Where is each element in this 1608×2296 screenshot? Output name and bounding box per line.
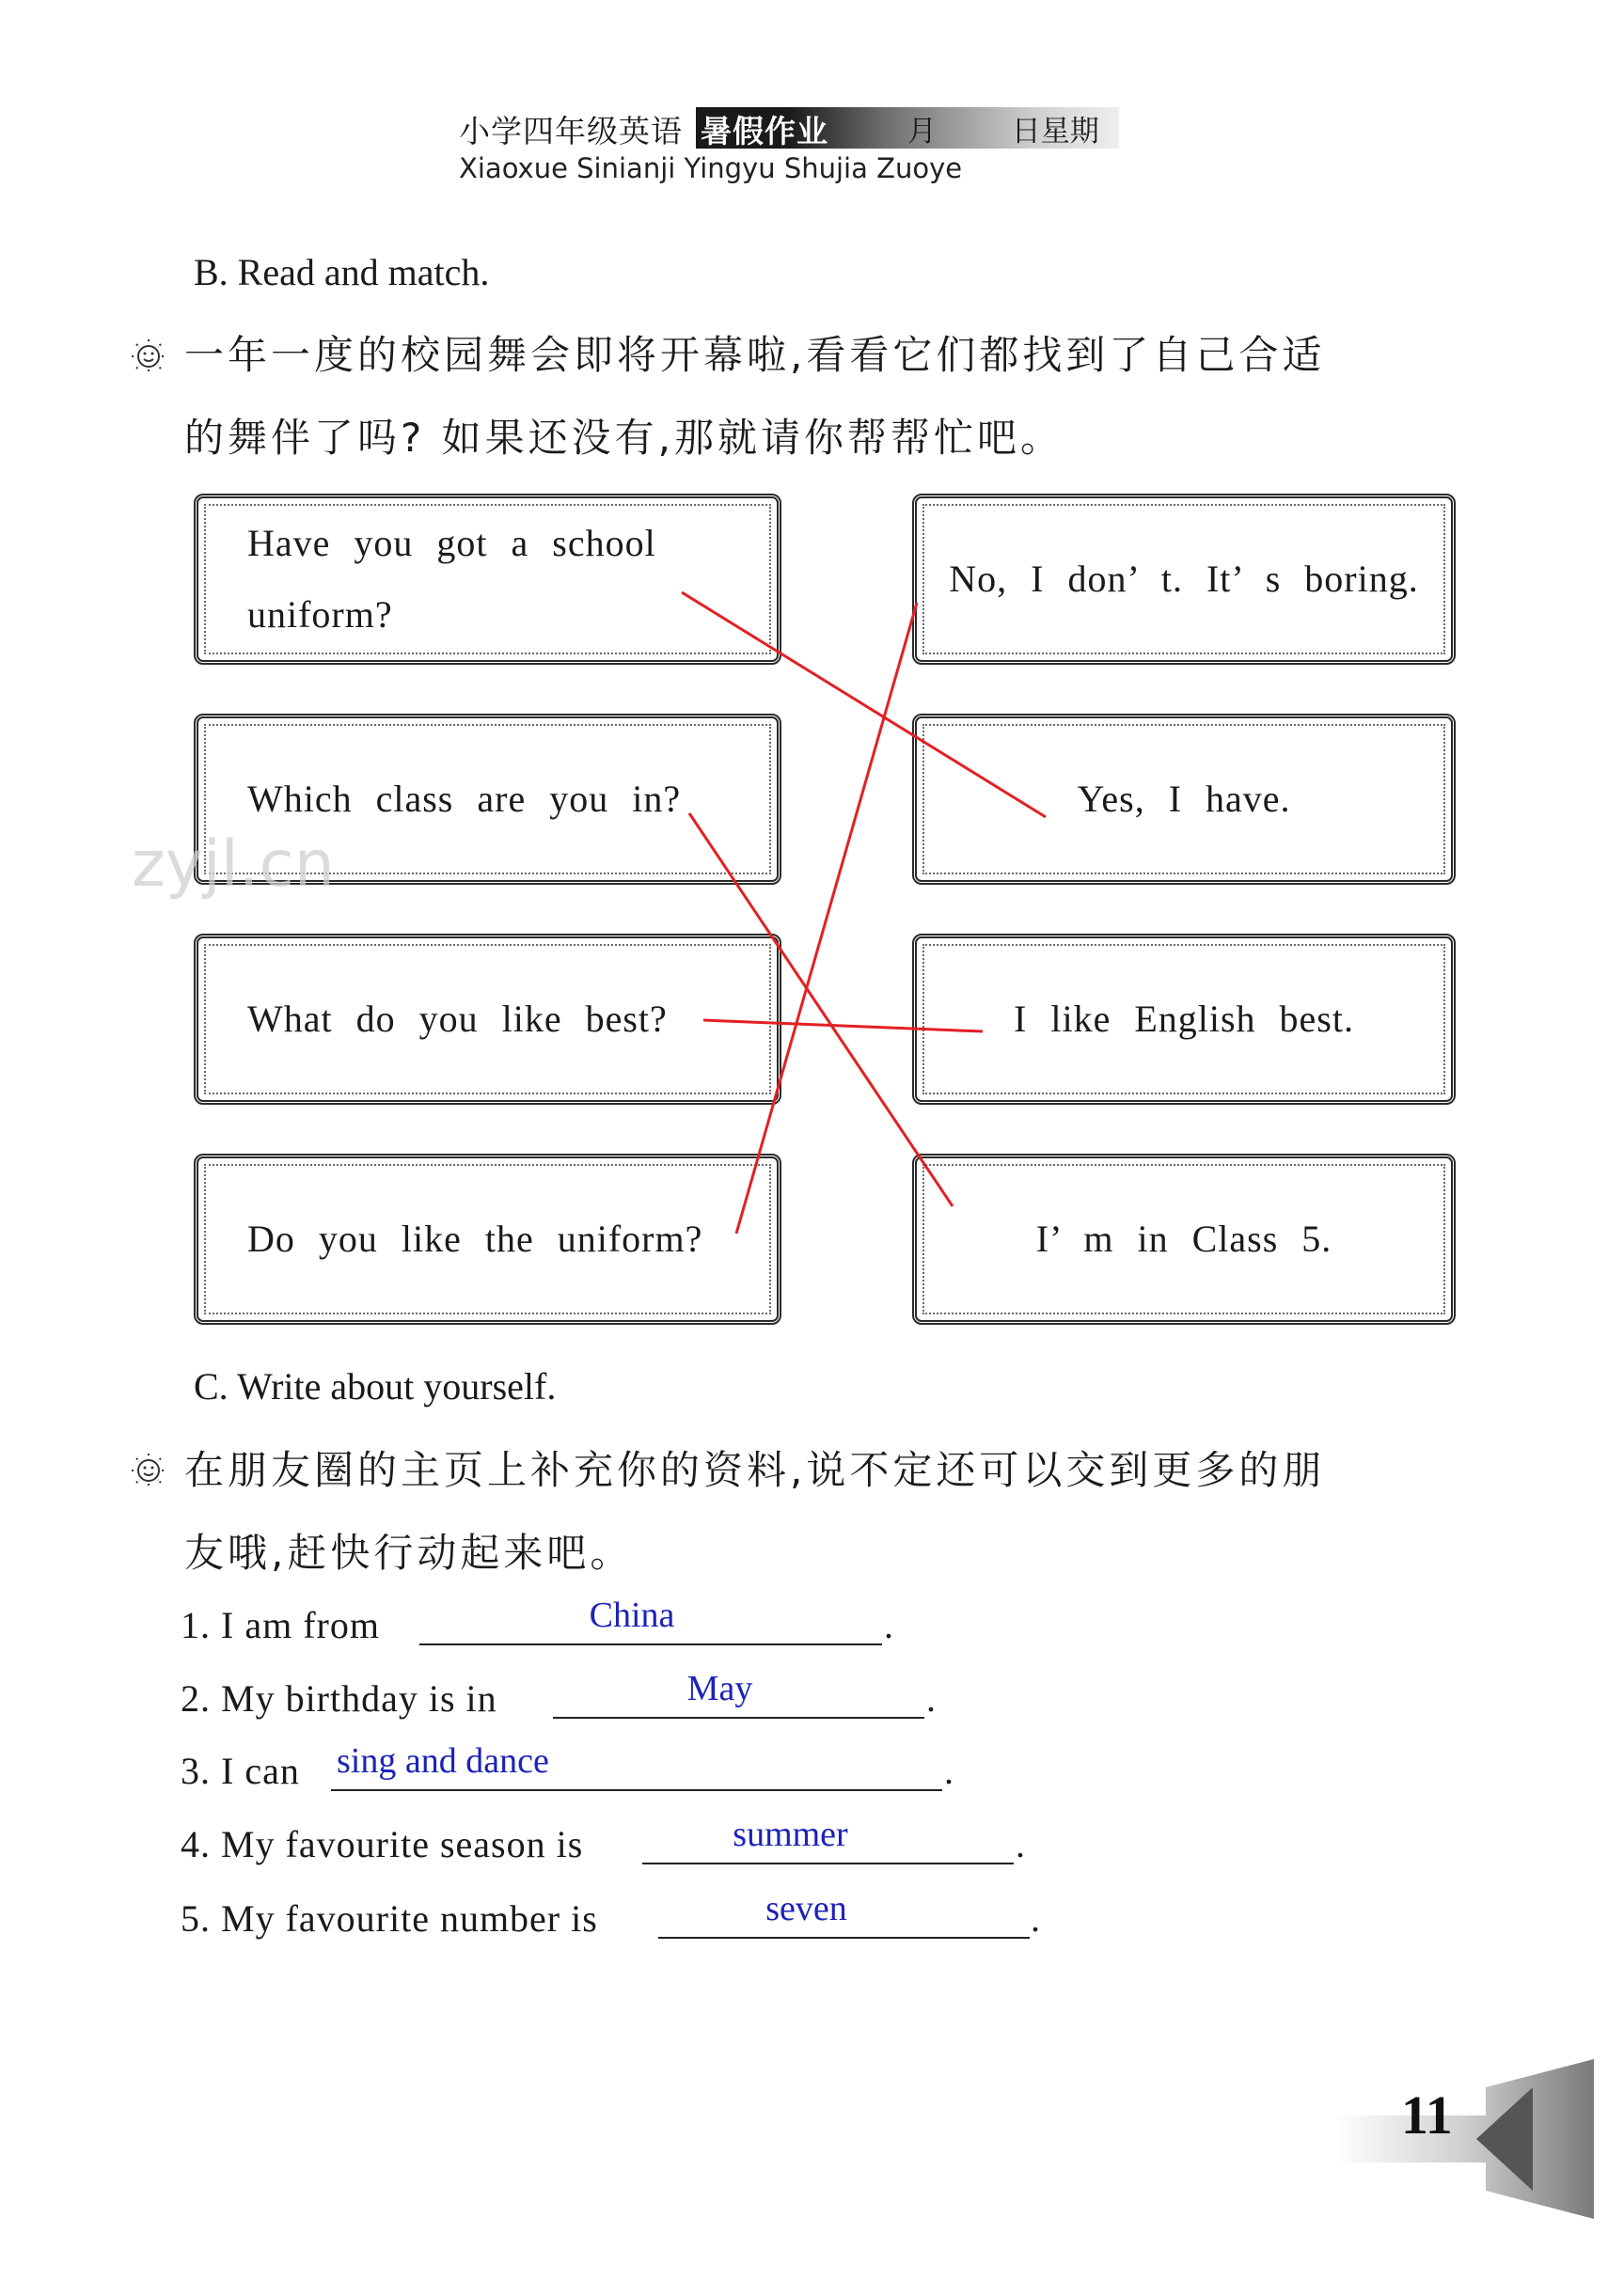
fill-item-5-end: . xyxy=(1031,1897,1041,1940)
header-month: 月 xyxy=(907,115,937,149)
match-line-3 xyxy=(703,1020,983,1031)
header-day-week: 日星期 xyxy=(1011,115,1099,149)
page-number: 11 xyxy=(1401,2084,1453,2146)
fill-item-2-prompt: 2. My birthday is in xyxy=(181,1677,497,1720)
fill-item-1-end: . xyxy=(884,1604,894,1646)
question-text: Which class are you in? xyxy=(247,778,682,820)
section-c-intro xyxy=(184,1429,1520,1595)
header-highlight: 暑假作业 xyxy=(701,113,828,149)
section-c-intro-line1: 在朋友圈的主页上补充你的资料,说不定还可以交到更多的朋 xyxy=(184,1447,1326,1493)
question-text: Do you like the uniform? xyxy=(247,1218,703,1260)
section-b-intro-line2: 的舞伴了吗? 如果还没有,那就请你帮帮忙吧。 xyxy=(184,415,1064,461)
answer-text: No, I don’ t. It’ s boring. xyxy=(949,558,1419,600)
answer-text: I’ m in Class 5. xyxy=(1035,1218,1332,1260)
fill-item-2-end: . xyxy=(926,1677,937,1720)
question-text: What do you like best? xyxy=(247,998,668,1040)
answer-text: Yes, I have. xyxy=(1077,778,1291,820)
section-b-intro-line1: 一年一度的校园舞会即将开幕啦,看看它们都找到了自己合适 xyxy=(184,332,1326,378)
fill-item-3-end: . xyxy=(944,1750,954,1792)
header-title: 小学四年级英语 xyxy=(459,113,683,149)
fill-item-4-answer: summer xyxy=(733,1815,848,1854)
fill-item-5-answer: seven xyxy=(765,1889,847,1928)
section-c-intro-line2: 友哦,赶快行动起来吧。 xyxy=(184,1530,634,1576)
fill-item-4-prompt: 4. My favourite season is xyxy=(181,1823,584,1865)
fill-item-2-answer: May xyxy=(686,1669,753,1708)
fill-item-4-end: . xyxy=(1016,1823,1026,1865)
question-text: Have you got a school uniform? xyxy=(247,522,656,636)
page-tab-arrow xyxy=(1335,2059,1608,2219)
section-c-heading: C. Write about yourself. xyxy=(194,1365,557,1407)
fill-item-5-prompt: 5. My favourite number is xyxy=(181,1897,598,1940)
match-line-4 xyxy=(736,603,917,1234)
fill-item-3-prompt: 3. I can xyxy=(181,1750,300,1792)
header-pinyin: Xiaoxue Sinianji Yingyu Shujia Zuoye xyxy=(459,152,963,184)
answer-text: I like English best. xyxy=(1014,998,1354,1040)
fill-item-1-prompt: 1. I am from xyxy=(181,1604,380,1646)
section-b-heading: B. Read and match. xyxy=(194,251,490,293)
match-line-2 xyxy=(689,813,953,1206)
watermark: zyjl.cn xyxy=(132,827,335,902)
sun-icon xyxy=(122,1448,167,1493)
fill-item-1-answer: China xyxy=(589,1596,675,1635)
fill-item-3-answer: sing and dance xyxy=(337,1741,549,1781)
